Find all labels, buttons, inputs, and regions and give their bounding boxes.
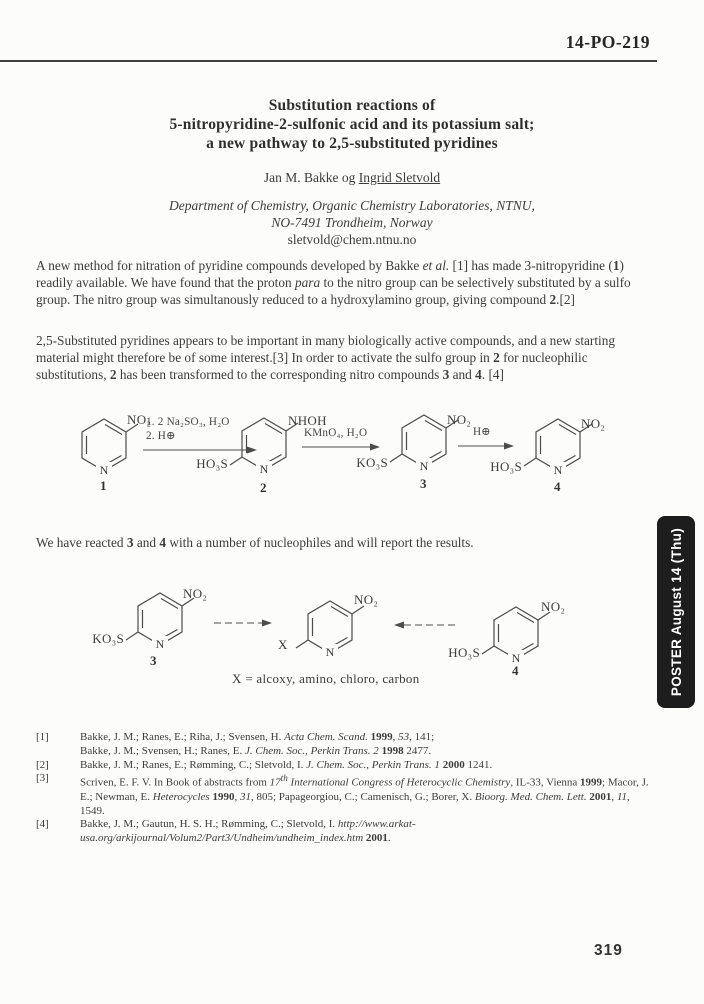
ring-nitrogen: N xyxy=(325,645,335,658)
reaction-arrow-3 xyxy=(458,440,514,452)
ring-nitrogen: N xyxy=(553,463,563,476)
reference-label: [2] xyxy=(36,758,49,771)
header-rule xyxy=(0,60,657,62)
references xyxy=(36,731,650,846)
reference-row xyxy=(36,731,650,759)
reaction-conditions-kmno4: KMnO₄, H₂O xyxy=(304,427,368,439)
substituent-label-ko3s: KO₃S xyxy=(356,455,388,470)
dashed-arrow-left xyxy=(394,619,456,631)
reaction-conditions-acid: H⊕ xyxy=(473,426,491,438)
substituent-label-nhoh: NHOH xyxy=(288,413,327,428)
compound-number-4: 4 xyxy=(512,663,519,678)
substituent-label-ho3s: HO₃S xyxy=(448,645,480,660)
substituent-label-no2: NO₂ xyxy=(447,412,472,427)
email-line: sletvold@chem.ntnu.no xyxy=(287,232,417,247)
reference-row xyxy=(36,818,650,846)
substituent-label-no2: NO₂ xyxy=(127,412,152,427)
title-line-2: 5-nitropyridine-2-sulfonic acid and its potassium salt; xyxy=(169,116,535,133)
substituent-label-ho3s: HO₃S xyxy=(490,459,522,474)
reference-text: Bakke, J. M.; Gautun, H. S. H.; Rømming, C.; Sletvold, I. http://www.arkat- usa.org/arkijournal/Volum2/Part3/Undheim/undheim_index.htm 2001. xyxy=(80,818,416,845)
compound-number-2: 2 xyxy=(260,480,267,495)
reacted-sentence: We have reacted 3 and 4 with a number of nucleophiles and will report the results. xyxy=(36,535,474,550)
paragraph-1: A new method for nitration of pyridine compounds developed by Bakke et al. [1] has made 3-nitropyridine (1) readily available. We have found that the proton para to the nitro group can be selectively substituted by a sulfo group. The nitro group was simultanously reduced to a hydroxylamino group, giving compound 2.[2] xyxy=(36,258,631,308)
ring-nitrogen: N xyxy=(155,637,165,650)
substituent-label-no2: NO₂ xyxy=(354,592,379,607)
compound-number-1: 1 xyxy=(100,478,107,493)
page-title xyxy=(0,96,704,153)
reference-label: [1] xyxy=(36,731,49,743)
ring-nitrogen: N xyxy=(99,463,109,476)
affiliation-line-2: NO-7491 Trondheim, Norway xyxy=(271,215,433,230)
ring-nitrogen: N xyxy=(419,459,429,472)
substituent-label-no2: NO₂ xyxy=(541,599,566,614)
poster-session-label: POSTER August 14 (Thu) xyxy=(668,527,684,697)
reaction-arrow-2 xyxy=(302,441,380,453)
ring-nitrogen: N xyxy=(511,651,521,664)
page-number: 319 xyxy=(594,942,623,959)
reaction-scheme-1 xyxy=(0,405,660,505)
substituent-label-no2: NO₂ xyxy=(183,586,208,601)
dashed-arrow-right xyxy=(214,617,272,629)
ring-nitrogen: N xyxy=(259,462,269,475)
reaction-conditions-step2: 2. H⊕ xyxy=(146,430,176,442)
paper-code: 14-PO-219 xyxy=(565,32,650,52)
authors-line: Jan M. Bakke og Ingrid Sletvold xyxy=(263,170,441,185)
reference-text: Bakke, J. M.; Ranes, E.; Riha, J.; Svensen, H. Acta Chem. Scand. 1999, 53, 141; Bakke, J. M.; Svensen, H.; Ranes, E. J. Chem. Soc., Perkin Trans. 2 1998 2477. xyxy=(80,731,435,757)
compound-number-4: 4 xyxy=(554,479,561,494)
title-line-3: a new pathway to 2,5-substituted pyridines xyxy=(206,135,498,152)
paragraph-2: 2,5-Substituted pyridines appears to be important in many biologically active compounds, and a new starting material might therefore be of some interest.[3] In order to activate the sulfo group in 2 for nucleophilic substitutions, 2 has been transformed to the corresponding nitro compounds 3 and 4. [4] xyxy=(36,333,616,383)
x-substituent-legend: X = alcoxy, amino, chloro, carbon xyxy=(232,671,420,686)
substituent-label-ho3s: HO₃S xyxy=(196,456,228,471)
compound-number-3: 3 xyxy=(420,476,427,491)
reference-label: [4] xyxy=(36,818,49,831)
reference-text: Bakke, J. M.; Ranes, E.; Rømming, C.; Sletvold, I. J. Chem. Soc., Perkin Trans. 1 2000 1241. xyxy=(80,758,493,771)
substituent-label-no2: NO₂ xyxy=(581,416,606,431)
substituent-label-x: X xyxy=(278,637,288,652)
poster-session-tab xyxy=(657,516,695,708)
substituent-label-ko3s: KO₃S xyxy=(92,631,124,646)
reaction-scheme-2 xyxy=(0,580,660,695)
title-line-1: Substitution reactions of xyxy=(268,97,436,114)
reference-label: [3] xyxy=(36,772,49,785)
compound-number-3: 3 xyxy=(150,653,157,668)
affiliation-line-1: Department of Chemistry, Organic Chemistry Laboratories, NTNU, xyxy=(169,198,535,213)
reference-text: Scriven, E. F. V. In Book of abstracts from 17th International Congress of Heterocyclic Chemistry, IL-33, Vienna 1999; Macor, J. E.; Newman, E. Heterocycles 1990, 31, 805; Papageorgiou, C.; Camenisch, G.; Borer, X. Bioorg. Med. Chem. Lett. 2001, 11, 1549. xyxy=(80,773,649,817)
reference-row xyxy=(36,772,650,818)
reference-row xyxy=(36,759,650,773)
reaction-conditions-step1: 1. 2 Na₂SO₃, H₂O xyxy=(146,416,230,428)
